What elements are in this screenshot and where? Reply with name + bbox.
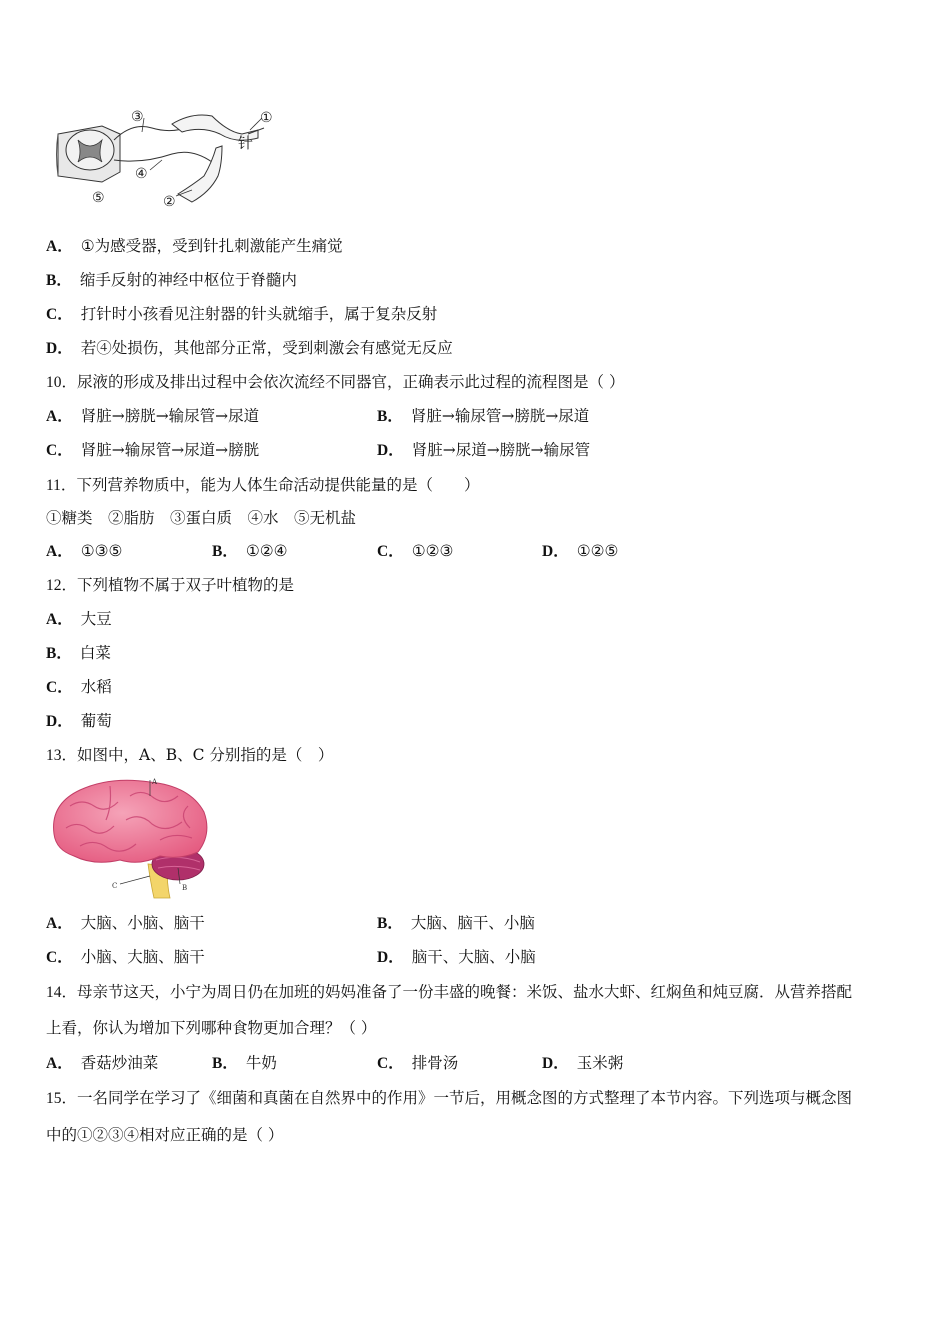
question-text: 如图中，A、B、C 分别指的是（ ）	[77, 746, 334, 764]
option-label: D．	[542, 1055, 569, 1072]
label-2: ②	[163, 194, 176, 210]
q13-stem	[46, 745, 333, 766]
option-label: D．	[46, 713, 73, 730]
option-text: 小脑、大脑、脑干	[80, 948, 205, 966]
option-text: 玉米粥	[576, 1054, 624, 1072]
option-label: C．	[377, 543, 404, 560]
q9-option-b	[46, 270, 297, 291]
brain-label-c: C	[112, 882, 118, 890]
option-text: 缩手反射的神经中枢位于脊髓内	[79, 271, 297, 289]
question-text: 一名同学在学习了《细菌和真菌在自然界中的作用》一节后，用概念图的方式整理了本节内容。下列选项与概念图	[77, 1089, 853, 1107]
label-5: ⑤	[92, 190, 105, 206]
option-text: ①③⑤	[80, 542, 123, 560]
q10-stem	[46, 372, 624, 393]
option-text: 肾脏→膀胱→输尿管→尿道	[80, 407, 260, 425]
option-label: B．	[377, 408, 403, 425]
q14-stem-line2: 上看，你认为增加下列哪种食物更加合理？（ ）	[46, 1019, 377, 1037]
q9-option-c	[46, 304, 437, 325]
option-label: B．	[377, 915, 403, 932]
q13-option-d	[377, 947, 536, 968]
option-label: D．	[542, 543, 569, 560]
option-text: 排骨汤	[411, 1054, 459, 1072]
q13-option-b	[377, 913, 535, 934]
q14-option-a	[46, 1053, 158, 1074]
q14-option-d	[542, 1053, 623, 1074]
q15-stem-line1	[46, 1088, 852, 1109]
q10-option-d	[377, 440, 590, 461]
label-4: ④	[135, 166, 148, 182]
q12-option-a	[46, 609, 112, 630]
option-text: 肾脏→尿道→膀胱→输尿管	[411, 441, 591, 459]
question-text: 尿液的形成及排出过程中会依次流经不同器官，正确表示此过程的流程图是（ ）	[77, 373, 625, 391]
option-label: D．	[377, 949, 404, 966]
option-text: ①为感受器，受到针扎刺激能产生痛觉	[80, 237, 343, 255]
option-text: 大豆	[80, 610, 112, 628]
option-text: 肾脏→输尿管→膀胱→尿道	[410, 407, 590, 425]
reflex-arc-figure	[52, 104, 292, 214]
q10-option-c	[46, 440, 259, 461]
option-text: 脑干、大脑、小脑	[411, 948, 536, 966]
option-label: A．	[46, 1055, 73, 1072]
q11-option-c	[377, 541, 453, 562]
question-number: 13．	[46, 747, 78, 764]
option-label: B．	[46, 645, 72, 662]
question-number: 12．	[46, 577, 78, 594]
q11-option-a	[46, 541, 122, 562]
question-text: 下列营养物质中，能为人体生命活动提供能量的是（ ）	[76, 476, 480, 494]
spinal-cord-section	[57, 126, 121, 182]
q12-option-d	[46, 711, 112, 732]
option-label: C．	[377, 1055, 404, 1072]
option-text: 香菇炒油菜	[80, 1054, 159, 1072]
q11-stem	[46, 475, 479, 496]
brain-figure	[50, 776, 215, 900]
q11-items: ①糖类 ②脂肪 ③蛋白质 ④水 ⑤无机盐	[46, 509, 357, 527]
q15-stem-line2: 中的①②③④相对应正确的是（ ）	[46, 1126, 284, 1144]
question-number: 15．	[46, 1090, 78, 1107]
q13-option-a	[46, 913, 205, 934]
q11-option-d	[542, 541, 618, 562]
option-label: C．	[46, 306, 73, 323]
option-label: B．	[46, 272, 72, 289]
option-label: A．	[46, 543, 73, 560]
q9-option-d	[46, 338, 453, 359]
option-label: D．	[46, 340, 73, 357]
q13-option-c	[46, 947, 205, 968]
q12-stem	[46, 575, 294, 596]
option-label: B．	[212, 1055, 238, 1072]
q14-option-b	[212, 1053, 277, 1074]
q14-stem-line1	[46, 982, 852, 1003]
q11-option-b	[212, 541, 288, 562]
option-text: 打针时小孩看见注射器的针头就缩手，属于复杂反射	[80, 305, 438, 323]
option-label: A．	[46, 611, 73, 628]
option-label: D．	[377, 442, 404, 459]
option-text: 大脑、小脑、脑干	[80, 914, 205, 932]
label-3: ③	[131, 109, 144, 125]
option-text: 肾脏→输尿管→尿道→膀胱	[80, 441, 260, 459]
option-text: 白菜	[79, 644, 111, 662]
brain-label-b: B	[182, 884, 188, 892]
option-label: A．	[46, 238, 73, 255]
option-label: C．	[46, 442, 73, 459]
option-text: ①②③	[411, 542, 454, 560]
question-text: 下列植物不属于双子叶植物的是	[77, 576, 295, 594]
option-label: A．	[46, 408, 73, 425]
question-number: 10．	[46, 374, 78, 391]
q9-option-a	[46, 236, 343, 257]
option-text: 牛奶	[245, 1054, 277, 1072]
option-label: B．	[212, 543, 238, 560]
option-text: ①②⑤	[576, 542, 619, 560]
option-text: 水稻	[80, 678, 112, 696]
q14-option-c	[377, 1053, 458, 1074]
option-text: 葡萄	[80, 712, 112, 730]
question-number: 11．	[46, 477, 77, 494]
label-needle: 针	[238, 134, 254, 152]
option-label: C．	[46, 679, 73, 696]
cerebrum-shape	[54, 780, 207, 862]
q10-option-b	[377, 406, 589, 427]
brain-label-a: A	[152, 778, 158, 786]
option-text: 大脑、脑干、小脑	[410, 914, 535, 932]
q12-option-c	[46, 677, 112, 698]
question-text: 母亲节这天，小宁为周日仍在加班的妈妈准备了一份丰盛的晚餐：米饭、盐水大虾、红焖鱼和炖豆腐．从营养搭配	[77, 983, 853, 1001]
option-text: 若④处损伤，其他部分正常，受到刺激会有感觉无反应	[80, 339, 453, 357]
label-1: ①	[260, 110, 273, 126]
q10-option-a	[46, 406, 259, 427]
option-label: C．	[46, 949, 73, 966]
option-label: A．	[46, 915, 73, 932]
option-text: ①②④	[245, 542, 288, 560]
q12-option-b	[46, 643, 111, 664]
question-number: 14．	[46, 984, 78, 1001]
